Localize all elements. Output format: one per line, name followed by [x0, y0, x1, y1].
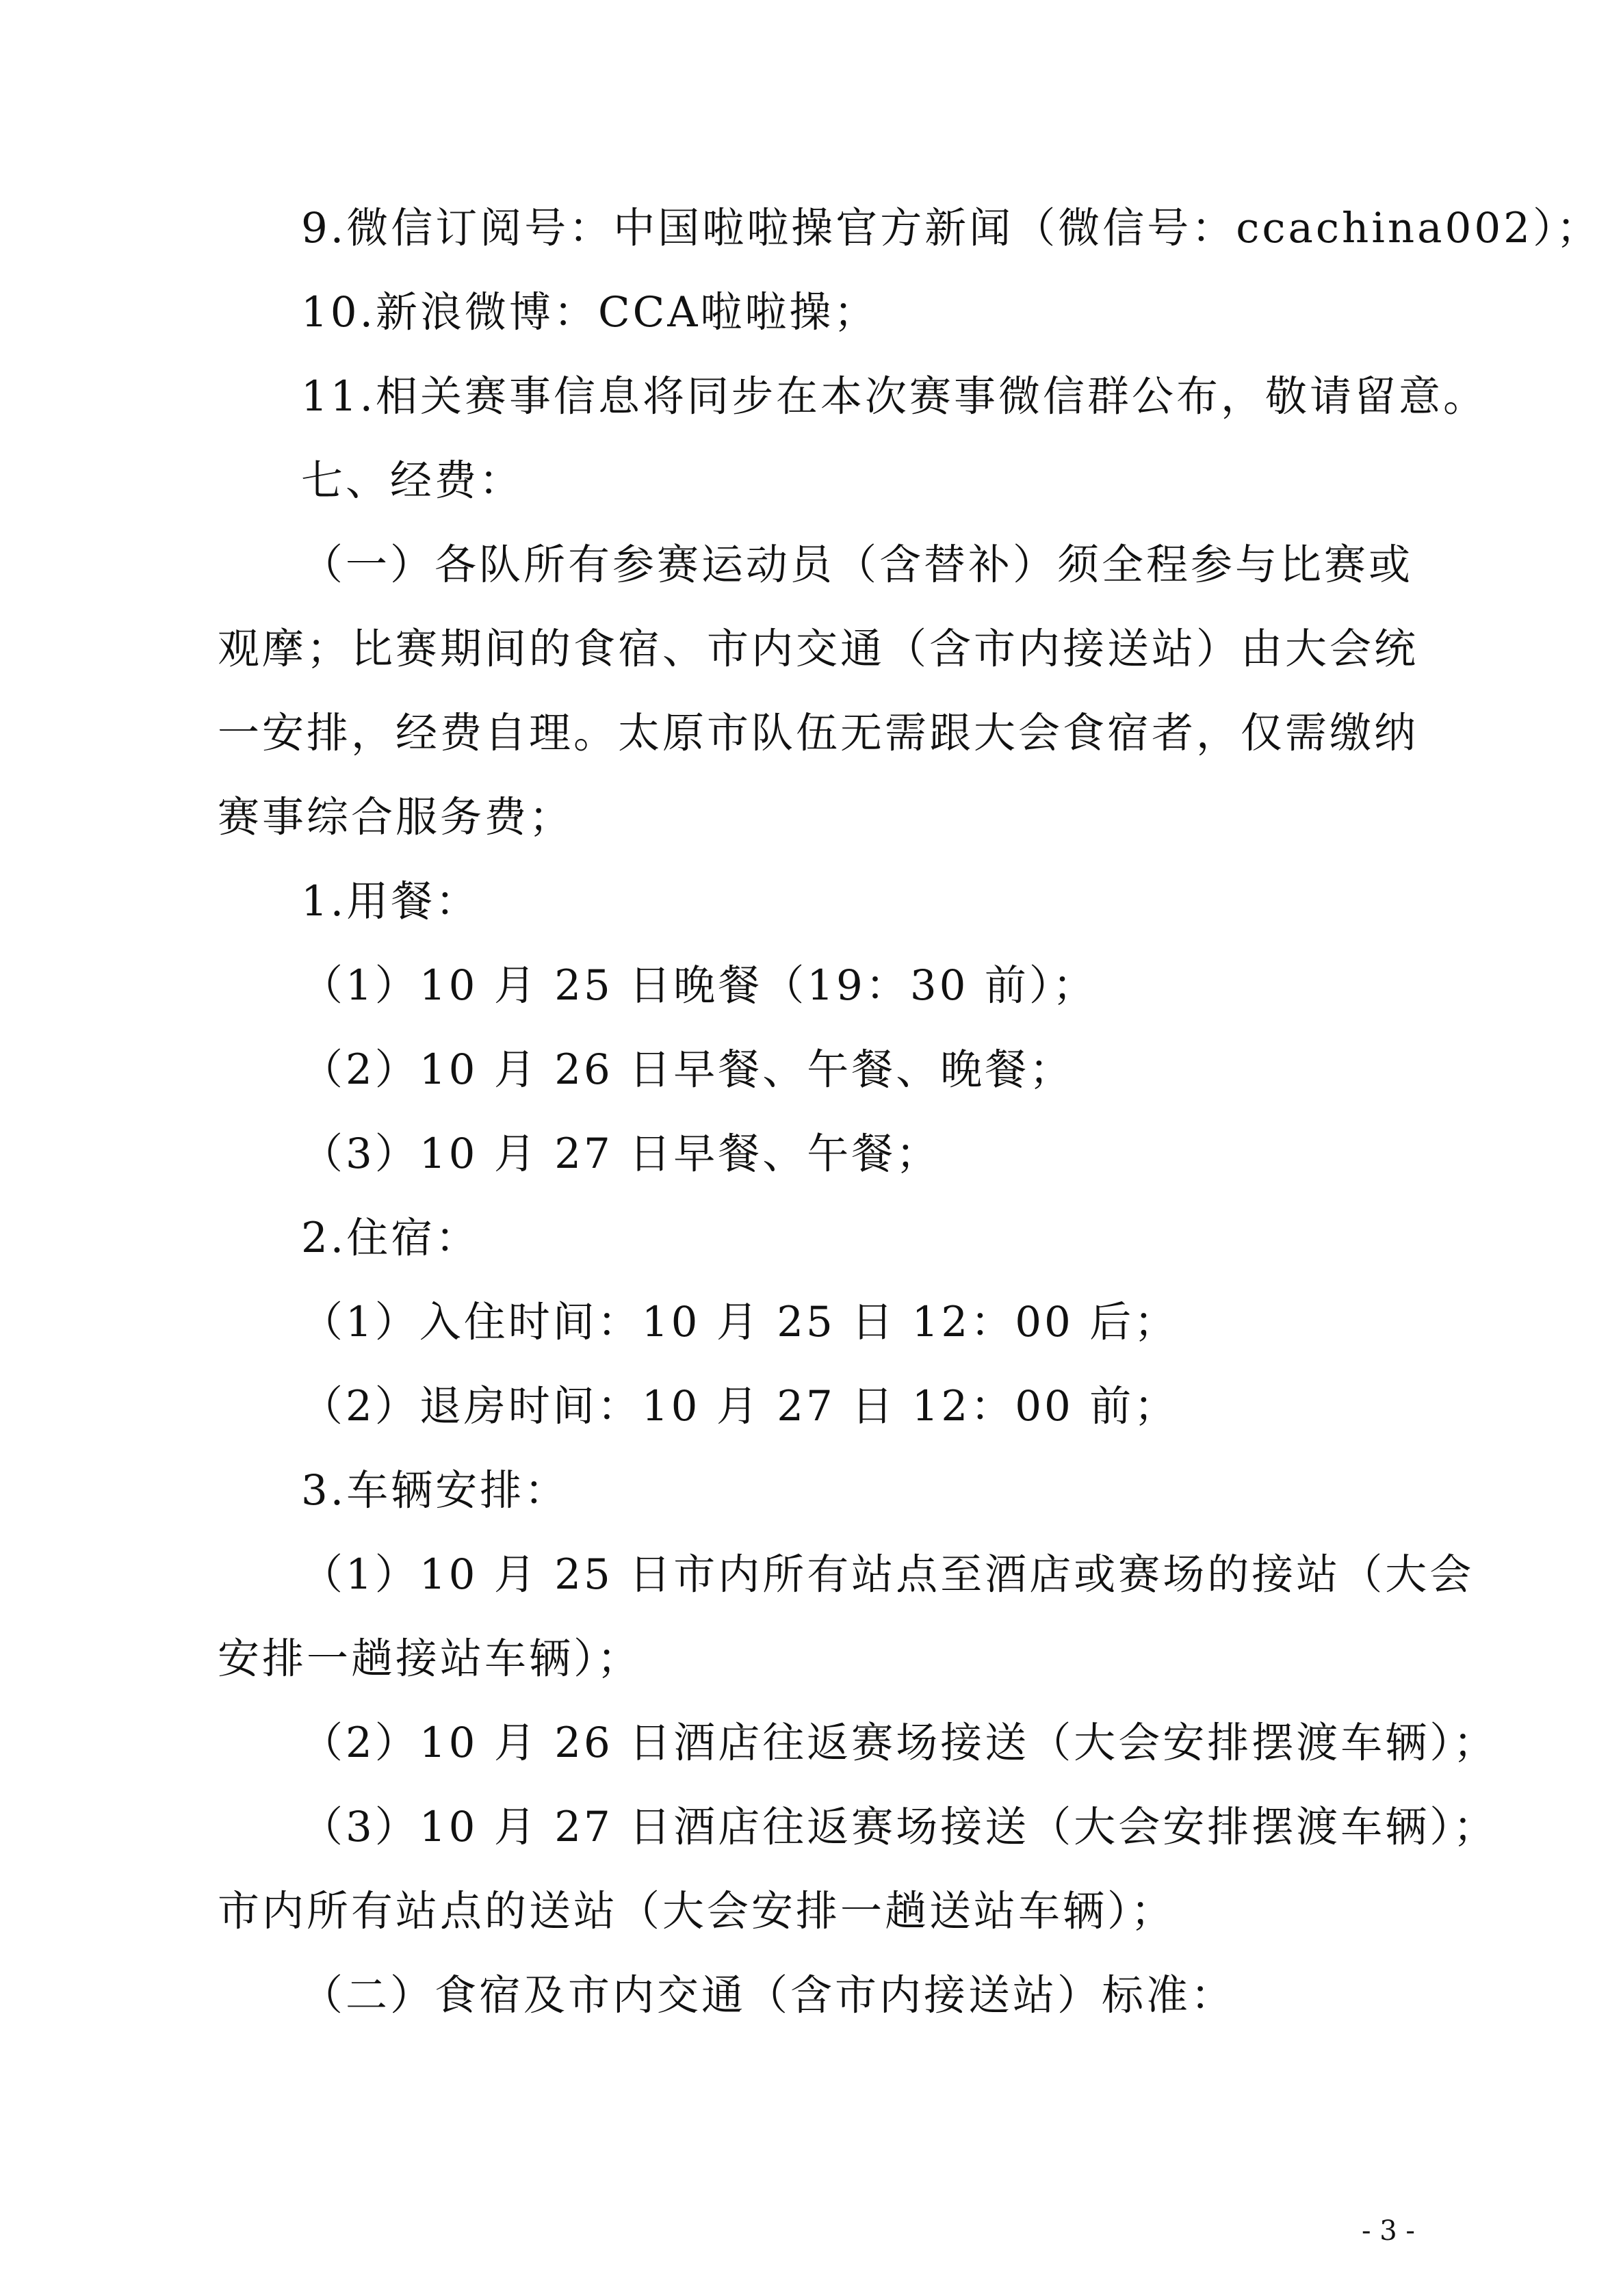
paragraph-line: 11.相关赛事信息将同步在本次赛事微信群公布，敬请留意。	[301, 372, 1488, 421]
paragraph-line: （一）各队所有参赛运动员（含替补）须全程参与比赛或	[301, 540, 1414, 589]
list-item: （2）退房时间：10 月 27 日 12：00 前；	[301, 1382, 1179, 1431]
subsection-heading: 2.住宿：	[301, 1214, 480, 1262]
list-item-continuation: 市内所有站点的送站（大会安排一趟送站车辆）；	[218, 1887, 1176, 1935]
list-item: （1）入住时间：10 月 25 日 12：00 后；	[301, 1298, 1179, 1346]
page-number: - 3 -	[1362, 2215, 1415, 2247]
subsection-heading: 1.用餐：	[301, 877, 480, 926]
list-item: （3）10 月 27 日早餐、午餐；	[301, 1130, 941, 1178]
paragraph-line: 赛事综合服务费；	[218, 793, 574, 842]
list-item: （3）10 月 27 日酒店往返赛场接送（大会安排摆渡车辆）；	[301, 1803, 1498, 1851]
list-item: （2）10 月 26 日早餐、午餐、晚餐；	[301, 1045, 1074, 1094]
paragraph-line: 观摩；比赛期间的食宿、市内交通（含市内接送站）由大会统	[218, 625, 1419, 673]
paragraph-line: 9.微信订阅号：中国啦啦操官方新闻（微信号：ccachina002）；	[301, 204, 1601, 252]
list-item-continuation: 安排一趟接站车辆）；	[218, 1634, 642, 1683]
list-item: （2）10 月 26 日酒店往返赛场接送（大会安排摆渡车辆）；	[301, 1719, 1498, 1767]
paragraph-line: 10.新浪微博：CCA啦啦操；	[301, 288, 879, 337]
list-item: （1）10 月 25 日市内所有站点至酒店或赛场的接站（大会	[301, 1550, 1475, 1599]
paragraph-line: （二）食宿及市内交通（含市内接送站）标准：	[301, 1971, 1236, 2020]
section-heading: 七、经费：	[301, 456, 524, 505]
paragraph-line: 一安排，经费自理。太原市队伍无需跟大会食宿者，仅需缴纳	[218, 709, 1419, 757]
subsection-heading: 3.车辆安排：	[301, 1466, 569, 1515]
list-item: （1）10 月 25 日晚餐（19：30 前）；	[301, 961, 1098, 1010]
